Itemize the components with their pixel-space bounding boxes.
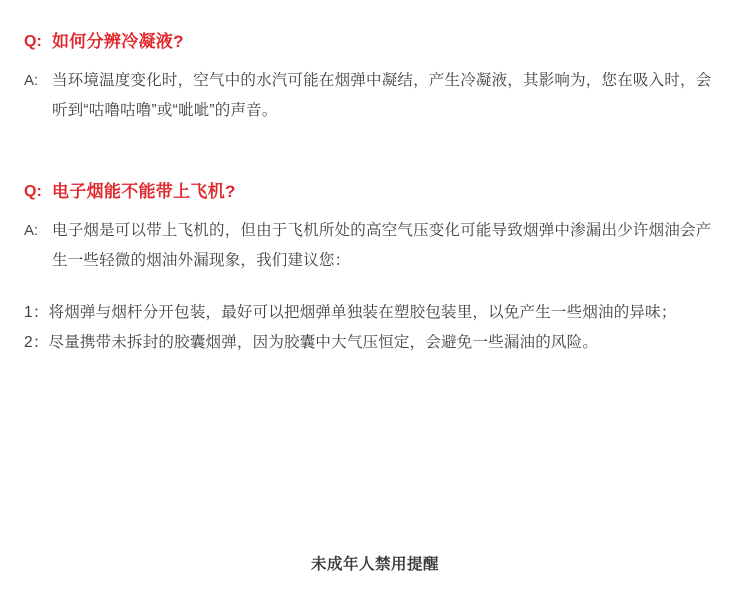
section-spacer	[24, 152, 726, 178]
question-label: Q:	[24, 183, 42, 200]
answer-sub-list	[24, 298, 724, 358]
answer-row	[24, 66, 726, 126]
faq-item-1	[24, 28, 726, 126]
question-label: Q:	[24, 33, 42, 50]
answer-label: A:	[24, 72, 39, 89]
footer-note: 未成年人禁用提醒	[310, 556, 439, 573]
answer-sub-line: 1：将烟弹与烟杆分开包装，最好可以把烟弹单独装在塑胶包装里，以免产生一些烟油的异味；	[24, 304, 677, 321]
answer-text: 电子烟是可以带上飞机的，但由于飞机所处的高空气压变化可能导致烟弹中渗漏出少许烟油会产生一些轻微的烟油外漏现象，我们建议您：	[52, 222, 712, 269]
faq-item-2	[24, 178, 726, 358]
question-row	[24, 28, 726, 56]
answer-text: 当环境温度变化时，空气中的水汽可能在烟弹中凝结，产生冷凝液，其影响为，您在吸入时，会听到“咕噜咕噜”或“呲呲”的声音。	[52, 72, 712, 119]
answer-label: A:	[24, 222, 39, 239]
answer-sub-line: 2：尽量携带未拆封的胶囊烟弹，因为胶囊中大气压恒定，会避免一些漏油的风险。	[24, 334, 599, 351]
question-row	[24, 178, 726, 206]
question-text: 电子烟能不能带上飞机?	[52, 182, 236, 201]
question-text: 如何分辨冷凝液?	[52, 32, 184, 51]
answer-row	[24, 216, 726, 276]
